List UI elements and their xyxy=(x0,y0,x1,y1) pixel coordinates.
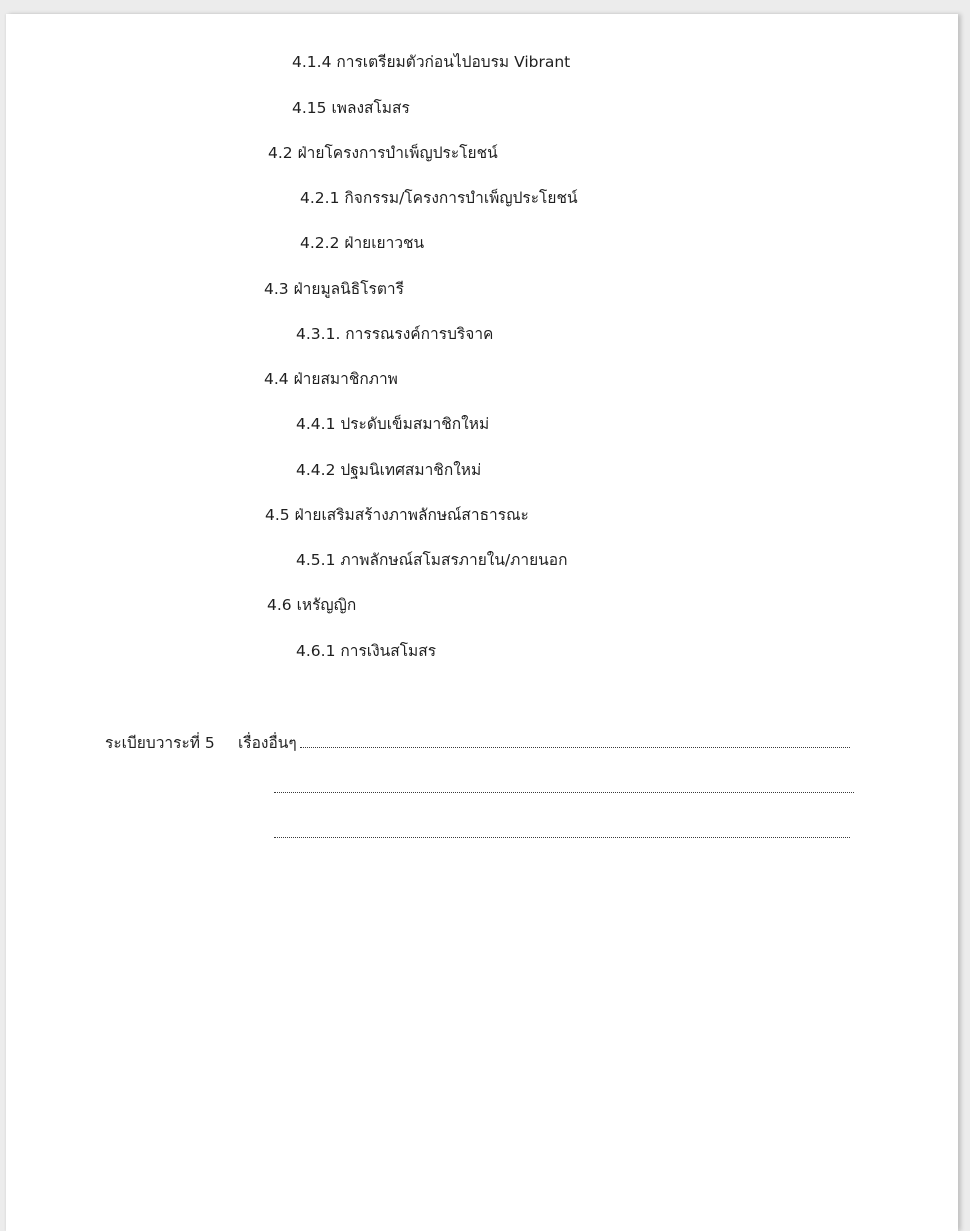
outline-item-4-4: 4.4 ฝ่ายสมาชิกภาพ xyxy=(264,370,398,388)
outline-item-4-2-1: 4.2.1 กิจกรรม/โครงการบำเพ็ญประโยชน์ xyxy=(300,189,578,207)
dotted-fill-line xyxy=(300,728,850,748)
dotted-fill-line xyxy=(274,773,854,793)
outline-item-4-2: 4.2 ฝ่ายโครงการบำเพ็ญประโยชน์ xyxy=(268,144,498,162)
outline-item-4-2-2: 4.2.2 ฝ่ายเยาวชน xyxy=(300,234,425,252)
dotted-fill-line xyxy=(274,818,850,838)
outline-item-4-4-1: 4.4.1 ประดับเข็มสมาชิกใหม่ xyxy=(296,415,490,433)
outline-item-4-3-1: 4.3.1. การรณรงค์การบริจาค xyxy=(296,325,494,343)
outline-item-4-4-2: 4.4.2 ปฐมนิเทศสมาชิกใหม่ xyxy=(296,461,482,479)
agenda-5-label: ระเบียบวาระที่ 5 xyxy=(105,734,215,752)
agenda-5-topic: เรื่องอื่นๆ xyxy=(238,734,297,752)
outline-item-4-5-1: 4.5.1 ภาพลักษณ์สโมสรภายใน/ภายนอก xyxy=(296,551,568,569)
outline-item-4-6-1: 4.6.1 การเงินสโมสร xyxy=(296,642,437,660)
outline-item-4-1-4: 4.1.4 การเตรียมตัวก่อนไปอบรม Vibrant xyxy=(292,53,571,71)
document-page xyxy=(6,14,958,1231)
outline-item-4-6: 4.6 เหรัญญิก xyxy=(267,596,357,614)
outline-item-4-15: 4.15 เพลงสโมสร xyxy=(292,99,410,117)
outline-item-4-5: 4.5 ฝ่ายเสริมสร้างภาพลักษณ์สาธารณะ xyxy=(265,506,529,524)
outline-item-4-3: 4.3 ฝ่ายมูลนิธิโรตารี xyxy=(264,280,404,298)
